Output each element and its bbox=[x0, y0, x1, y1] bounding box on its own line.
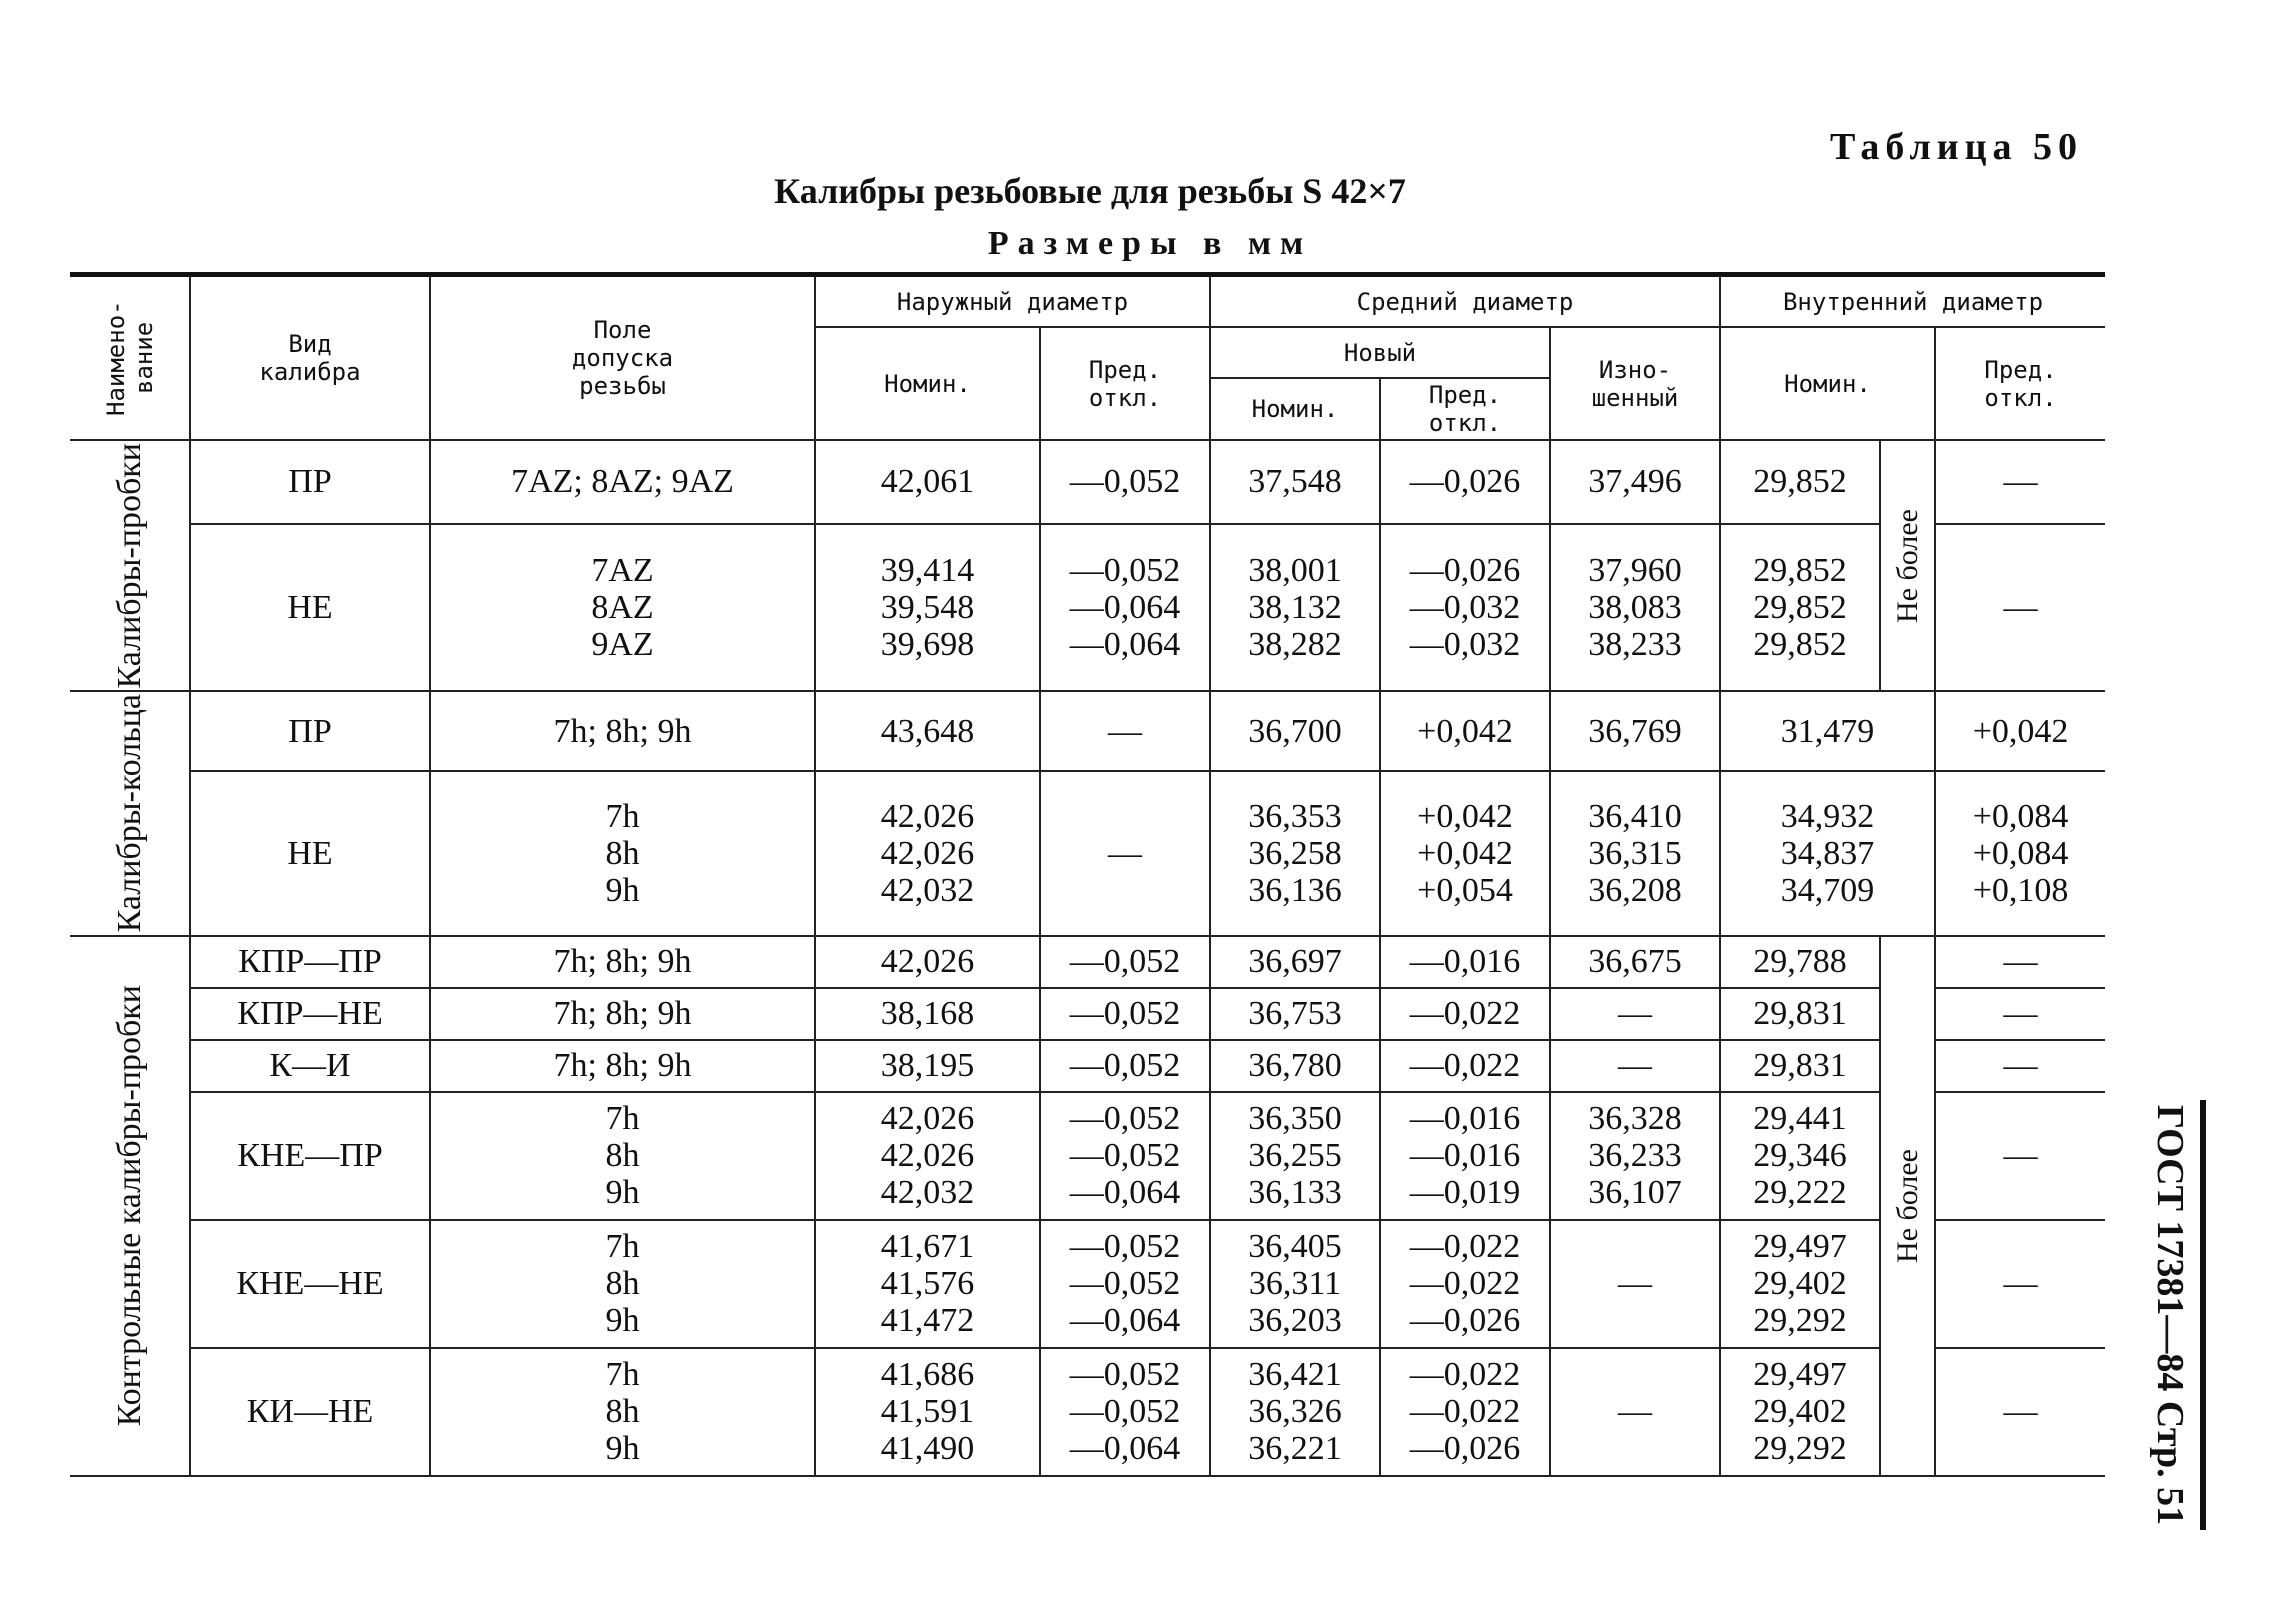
cell-worn: 37,960 38,083 38,233 bbox=[1550, 524, 1720, 692]
cell-outer-nominal: 42,061 bbox=[815, 440, 1040, 524]
cell-inner-dev: +0,084 +0,084 +0,108 bbox=[1935, 771, 2105, 936]
cell-inner-nominal: 29,497 29,402 29,292 bbox=[1720, 1348, 1880, 1476]
gauge-table-wrapper bbox=[70, 272, 2105, 1477]
cell-pitch-dev: —0,016 —0,016 —0,019 bbox=[1380, 1092, 1550, 1220]
cell-type: ПР bbox=[190, 691, 430, 771]
table-row bbox=[70, 936, 2105, 988]
header-pitch-new: Новый bbox=[1210, 327, 1550, 378]
table-title: Калибры резьбовые для резьбы S 42×7 bbox=[774, 171, 1406, 211]
cell-pitch-nominal: 36,697 bbox=[1210, 936, 1380, 988]
cell-inner-nominal: 31,479 bbox=[1720, 691, 1935, 771]
cell-inner-nominal: 29,831 bbox=[1720, 988, 1880, 1040]
cell-pitch-dev: —0,022 —0,022 —0,026 bbox=[1380, 1220, 1550, 1348]
cell-type: КИ—НЕ bbox=[190, 1348, 430, 1476]
cell-inner-nominal: 29,852 29,852 29,852 bbox=[1720, 524, 1880, 692]
cell-pitch-nominal: 36,353 36,258 36,136 bbox=[1210, 771, 1380, 936]
table-row bbox=[70, 1092, 2105, 1220]
table-label: Таблица 50 bbox=[1830, 126, 2084, 168]
cell-inner-dev: — bbox=[1935, 1220, 2105, 1348]
header-outer-diameter: Наружный диаметр bbox=[815, 277, 1210, 327]
cell-field: 7h; 8h; 9h bbox=[430, 988, 815, 1040]
cell-worn: 36,410 36,315 36,208 bbox=[1550, 771, 1720, 936]
side-note-text: ГОСТ 17381—84 Стр. 51 bbox=[2149, 1104, 2191, 1526]
cell-pitch-nominal: 36,780 bbox=[1210, 1040, 1380, 1092]
group-rings-label: Калибры-кольца bbox=[110, 694, 148, 933]
cell-inner-nominal: 34,932 34,837 34,709 bbox=[1720, 771, 1935, 936]
cell-pitch-dev: —0,022 bbox=[1380, 1040, 1550, 1092]
note-not-more-2: Не более bbox=[1891, 1148, 1925, 1263]
header-inner-diameter: Внутренний диаметр bbox=[1720, 277, 2105, 327]
cell-pitch-nominal: 36,421 36,326 36,221 bbox=[1210, 1348, 1380, 1476]
cell-pitch-dev: —0,026 bbox=[1380, 440, 1550, 524]
cell-outer-dev: —0,052 bbox=[1040, 988, 1210, 1040]
table-row bbox=[70, 1220, 2105, 1348]
cell-inner-dev: — bbox=[1935, 524, 2105, 692]
cell-inner-dev: +0,042 bbox=[1935, 691, 2105, 771]
cell-outer-nominal: 38,168 bbox=[815, 988, 1040, 1040]
cell-pitch-nominal: 36,405 36,311 36,203 bbox=[1210, 1220, 1380, 1348]
cell-outer-nominal: 41,686 41,591 41,490 bbox=[815, 1348, 1040, 1476]
cell-pitch-dev: —0,026 —0,032 —0,032 bbox=[1380, 524, 1550, 692]
header-pitch-worn: Изно- шенный bbox=[1550, 327, 1720, 440]
cell-outer-nominal: 38,195 bbox=[815, 1040, 1040, 1092]
cell-field: 7h; 8h; 9h bbox=[430, 691, 815, 771]
cell-worn: 36,328 36,233 36,107 bbox=[1550, 1092, 1720, 1220]
cell-outer-dev: — bbox=[1040, 691, 1210, 771]
table-row bbox=[70, 988, 2105, 1040]
cell-inner-dev: — bbox=[1935, 1092, 2105, 1220]
cell-field: 7h 8h 9h bbox=[430, 771, 815, 936]
cell-field: 7h; 8h; 9h bbox=[430, 1040, 815, 1092]
cell-worn: — bbox=[1550, 1348, 1720, 1476]
cell-pitch-nominal: 36,700 bbox=[1210, 691, 1380, 771]
cell-type: НЕ bbox=[190, 771, 430, 936]
cell-type: КПР—ПР bbox=[190, 936, 430, 988]
cell-outer-nominal: 42,026 bbox=[815, 936, 1040, 988]
side-note bbox=[2140, 1100, 2206, 1530]
header-tolerance-field: Поле допуска резьбы bbox=[430, 277, 815, 440]
table-row bbox=[70, 1040, 2105, 1092]
cell-inner-nominal: 29,788 bbox=[1720, 936, 1880, 988]
table-row bbox=[70, 524, 2105, 692]
cell-inner-dev: — bbox=[1935, 1040, 2105, 1092]
cell-outer-nominal: 39,414 39,548 39,698 bbox=[815, 524, 1040, 692]
table-row bbox=[70, 691, 2105, 771]
cell-worn: 36,769 bbox=[1550, 691, 1720, 771]
cell-pitch-dev: —0,016 bbox=[1380, 936, 1550, 988]
group-cell-rings bbox=[70, 691, 190, 935]
cell-pitch-dev: +0,042 +0,042 +0,054 bbox=[1380, 771, 1550, 936]
header-pitch-diameter: Средний диаметр bbox=[1210, 277, 1720, 327]
header-inner-nominal: Номин. bbox=[1720, 327, 1935, 440]
cell-outer-nominal: 42,026 42,026 42,032 bbox=[815, 1092, 1040, 1220]
cell-inner-nominal: 29,852 bbox=[1720, 440, 1880, 524]
cell-pitch-dev: +0,042 bbox=[1380, 691, 1550, 771]
cell-outer-dev: —0,052 —0,052 —0,064 bbox=[1040, 1220, 1210, 1348]
group-control-plugs-label: Контрольные калибры-пробки bbox=[110, 985, 148, 1427]
cell-outer-nominal: 42,026 42,026 42,032 bbox=[815, 771, 1040, 936]
cell-outer-dev: —0,052 —0,052 —0,064 bbox=[1040, 1092, 1210, 1220]
cell-type: КПР—НЕ bbox=[190, 988, 430, 1040]
header-name bbox=[70, 277, 190, 440]
cell-pitch-dev: —0,022 bbox=[1380, 988, 1550, 1040]
header-outer-limit-dev: Пред. откл. bbox=[1040, 327, 1210, 440]
note-cell-not-more-2 bbox=[1880, 936, 1935, 1476]
group-cell-plugs bbox=[70, 440, 190, 691]
cell-type: ПР bbox=[190, 440, 430, 524]
header-pitch-new-nominal: Номин. bbox=[1210, 378, 1380, 440]
cell-outer-dev: — bbox=[1040, 771, 1210, 936]
cell-outer-dev: —0,052 bbox=[1040, 440, 1210, 524]
header-pitch-new-limit-dev: Пред. откл. bbox=[1380, 378, 1550, 440]
header-gauge-type: Вид калибра bbox=[190, 277, 430, 440]
header-inner-limit-dev: Пред. откл. bbox=[1935, 327, 2105, 440]
gauge-table bbox=[70, 277, 2105, 1477]
cell-type: КНЕ—НЕ bbox=[190, 1220, 430, 1348]
cell-inner-dev: — bbox=[1935, 440, 2105, 524]
cell-pitch-dev: —0,022 —0,022 —0,026 bbox=[1380, 1348, 1550, 1476]
cell-worn: — bbox=[1550, 988, 1720, 1040]
cell-field: 7h 8h 9h bbox=[430, 1092, 815, 1220]
units-line: Размеры в мм bbox=[987, 225, 1313, 262]
cell-outer-nominal: 43,648 bbox=[815, 691, 1040, 771]
cell-worn: 36,675 bbox=[1550, 936, 1720, 988]
cell-outer-nominal: 41,671 41,576 41,472 bbox=[815, 1220, 1040, 1348]
cell-pitch-nominal: 36,350 36,255 36,133 bbox=[1210, 1092, 1380, 1220]
cell-outer-dev: —0,052 —0,064 —0,064 bbox=[1040, 524, 1210, 692]
cell-field: 7h 8h 9h bbox=[430, 1348, 815, 1476]
cell-pitch-nominal: 37,548 bbox=[1210, 440, 1380, 524]
cell-field: 7h 8h 9h bbox=[430, 1220, 815, 1348]
group-plugs-label: Калибры-пробки bbox=[110, 443, 148, 689]
header-name-text: Наимено-вание bbox=[101, 300, 158, 416]
cell-inner-dev: — bbox=[1935, 988, 2105, 1040]
cell-inner-dev: — bbox=[1935, 1348, 2105, 1476]
cell-type: КНЕ—ПР bbox=[190, 1092, 430, 1220]
cell-pitch-nominal: 38,001 38,132 38,282 bbox=[1210, 524, 1380, 692]
cell-type: К—И bbox=[190, 1040, 430, 1092]
cell-worn: — bbox=[1550, 1040, 1720, 1092]
cell-field: 7AZ; 8AZ; 9AZ bbox=[430, 440, 815, 524]
cell-inner-dev: — bbox=[1935, 936, 2105, 988]
note-cell-not-more-1 bbox=[1880, 440, 1935, 691]
cell-outer-dev: —0,052 bbox=[1040, 936, 1210, 988]
table-row bbox=[70, 1348, 2105, 1476]
cell-worn: 37,496 bbox=[1550, 440, 1720, 524]
header-outer-nominal: Номин. bbox=[815, 327, 1040, 440]
cell-outer-dev: —0,052 —0,052 —0,064 bbox=[1040, 1348, 1210, 1476]
group-cell-control-plugs bbox=[70, 936, 190, 1476]
cell-field: 7h; 8h; 9h bbox=[430, 936, 815, 988]
note-not-more-1: Не более bbox=[1891, 508, 1925, 623]
cell-inner-nominal: 29,497 29,402 29,292 bbox=[1720, 1220, 1880, 1348]
table-row bbox=[70, 771, 2105, 936]
cell-worn: — bbox=[1550, 1220, 1720, 1348]
table-row bbox=[70, 440, 2105, 524]
cell-pitch-nominal: 36,753 bbox=[1210, 988, 1380, 1040]
cell-inner-nominal: 29,441 29,346 29,222 bbox=[1720, 1092, 1880, 1220]
cell-field: 7AZ 8AZ 9AZ bbox=[430, 524, 815, 692]
cell-inner-nominal: 29,831 bbox=[1720, 1040, 1880, 1092]
cell-outer-dev: —0,052 bbox=[1040, 1040, 1210, 1092]
cell-type: НЕ bbox=[190, 524, 430, 692]
